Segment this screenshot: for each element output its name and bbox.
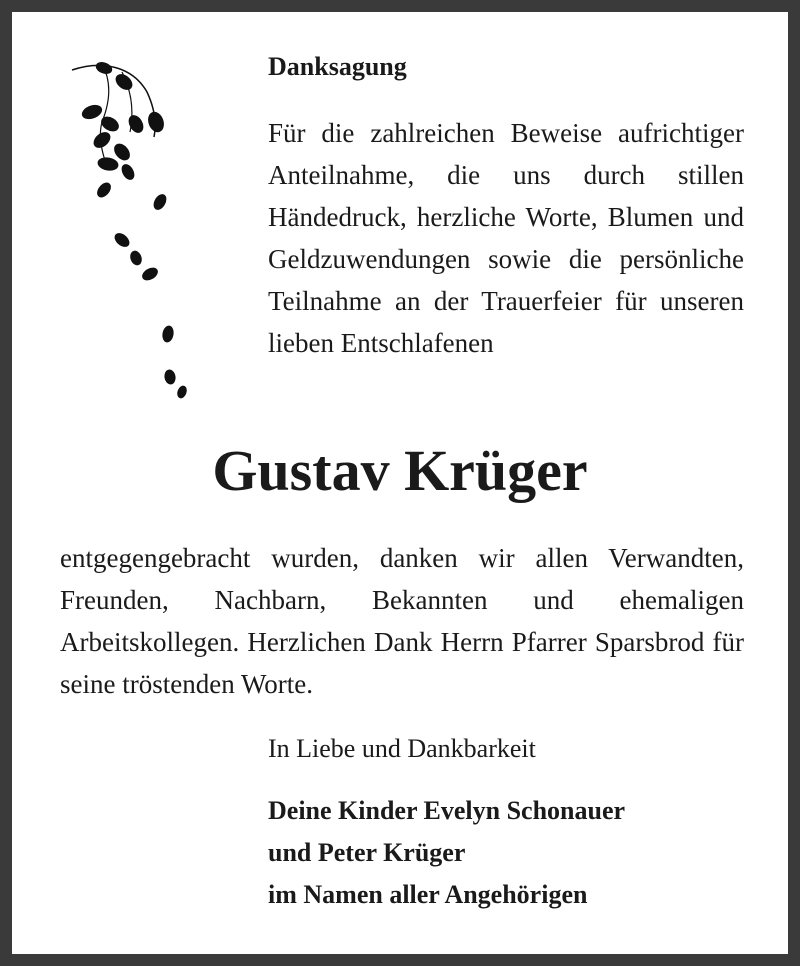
deceased-name: Gustav Krüger <box>212 438 588 503</box>
obituary-card <box>12 12 788 954</box>
intro-paragraph: Für die zahlreichen Beweise aufrichtiger Anteilnahme, die uns durch stillen Händedruck, herzliche Worte, Blumen und Geldzuwendungen sowie die persönliche Teilnahme an der Trauerfeier für unseren lieben Entschlafenen <box>268 118 744 358</box>
signer-line: Deine Kinder Evelyn Schonauer <box>268 796 626 825</box>
signer-line: und Peter Krüger <box>268 838 466 867</box>
thanks-paragraph: entgegengebracht wurden, danken wir allen Verwandten, Freunden, Nachbarn, Bekannten und ehemaligen Arbeitskollegen. Herzlichen Dank Herrn Pfarrer Sparsbrod für seine tröstenden Worte. <box>60 543 744 699</box>
signers-block <box>268 790 625 916</box>
falling-leaves-icon <box>62 52 212 412</box>
signer-line: im Namen aller Angehörigen <box>268 880 588 909</box>
closing-line: In Liebe und Dankbarkeit <box>268 734 536 763</box>
notice-heading: Danksagung <box>268 52 407 81</box>
